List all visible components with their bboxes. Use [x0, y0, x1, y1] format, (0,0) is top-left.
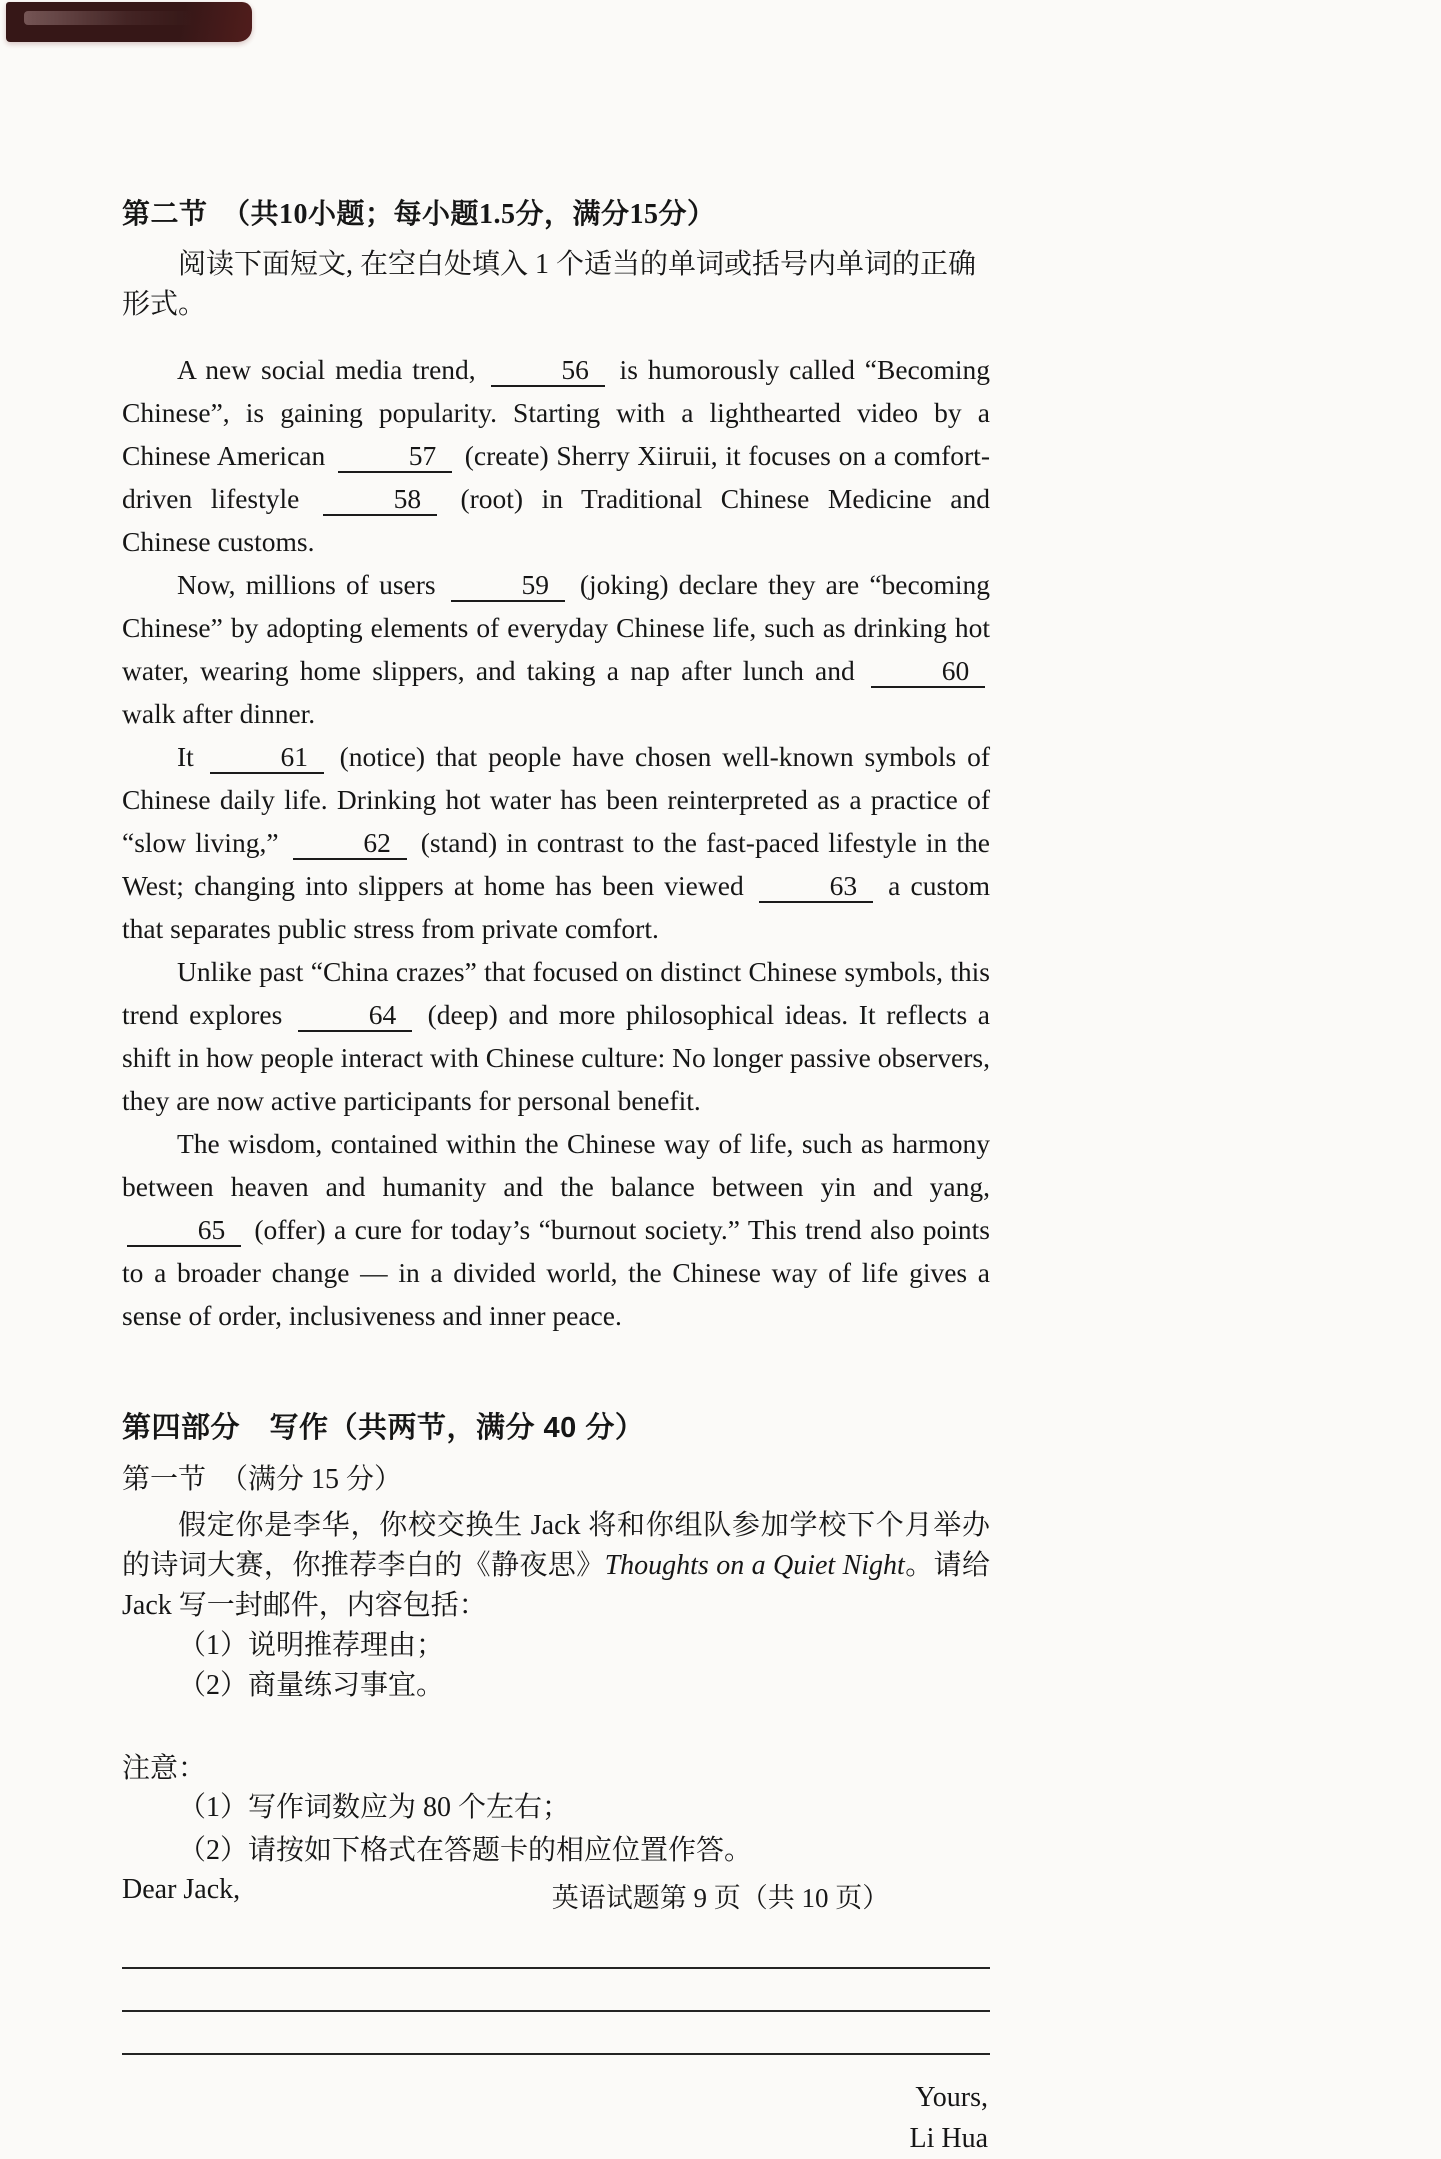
text-run: (offer) a cure for today’s “burnout society.” This trend also points to a broader change — in a divided world, the Chinese way of life gives a sense of order, inclusiveness and inner peace.: [122, 1214, 990, 1331]
text-run: (notice) that people have chosen well-known symbols of Chinese daily life. Drinking hot water has been reinterpreted as a practice of “slow living,”: [122, 741, 990, 858]
letter-salutation: Dear Jack,: [122, 1874, 241, 1905]
passage-paragraph: [122, 950, 990, 1122]
text-run: (stand) in contrast to the fast-paced lifestyle in the West; changing into slippers at home has been viewed: [122, 827, 990, 901]
text-run: Now, millions of users: [177, 569, 446, 600]
writing-prompt: [122, 1506, 990, 1626]
letter-closing: [122, 2077, 990, 2159]
blank-61: 61: [210, 742, 324, 774]
prompt-item-1: （1）说明推荐理由；: [178, 1630, 445, 1661]
section4-subheading: 第一节 （满分 15 分）: [122, 1464, 403, 1495]
text-run: is humorously called “Becoming Chinese”, is gaining popularity. Starting with a lighthearted video by a Chinese American: [122, 354, 991, 471]
text-run: walk after dinner.: [122, 698, 316, 729]
page-footer: 英语试题第 9 页（共 10 页）: [551, 1883, 890, 1913]
prompt-item-2: （2）商量练习事宜。: [178, 1670, 445, 1701]
text-run: A new social media trend,: [177, 354, 486, 385]
blank-64: 64: [298, 1000, 412, 1032]
blank-62: 62: [293, 828, 407, 860]
passage-paragraph: [122, 563, 990, 735]
closing-yours: Yours,: [915, 2082, 988, 2113]
corner-stamp: [6, 2, 252, 42]
section2-instruction: 阅读下面短文, 在空白处填入 1 个适当的单词或括号内单词的正确形式。: [122, 249, 977, 320]
blank-63: 63: [759, 871, 873, 903]
note-item-2: （2）请按如下格式在答题卡的相应位置作答。: [178, 1835, 753, 1866]
closing-name: Li Hua: [909, 2123, 988, 2154]
page-content: [122, 192, 990, 2159]
passage-paragraph: [122, 348, 990, 563]
text-run: It: [177, 741, 205, 772]
passage-paragraph: [122, 1122, 990, 1337]
blank-59: 59: [451, 570, 565, 602]
text-run: Unlike past “China crazes” that focused on distinct Chinese symbols, this trend explores: [122, 956, 990, 1030]
text-run: Thoughts on a Quiet Night: [604, 1550, 905, 1581]
writing-lines: [122, 1926, 990, 2055]
section4: [122, 1405, 990, 2159]
text-run: a custom that separates public stress from private comfort.: [122, 870, 990, 944]
section4-heading: 第四部分 写作（共两节，满分 40 分）: [122, 1412, 645, 1444]
notes-block: [122, 1746, 990, 1872]
text-run: (joking) declare they are “becoming Chinese” by adopting elements of everyday Chinese life, such as drinking hot water, wearing home slippers, and taking a nap after lunch and: [122, 569, 991, 686]
blank-57: 57: [338, 441, 452, 473]
text-run: (deep) and more philosophical ideas. It reflects a shift in how people interact with Chinese culture: No longer passive observers, they are now active participants for personal benefit.: [122, 999, 990, 1116]
text-run: 。请给 Jack 写一封邮件，内容包括：: [122, 1550, 990, 1621]
blank-56: 56: [491, 355, 605, 387]
blank-65: 65: [127, 1215, 241, 1247]
text-run: (create) Sherry Xiiruii, it focuses on a comfort-driven lifestyle: [122, 440, 990, 514]
section2-heading: 第二节 （共10小题；每小题1.5分，满分15分）: [122, 199, 716, 230]
text-run: (root) in Traditional Chinese Medicine and Chinese customs.: [122, 483, 991, 557]
notes-label: 注意：: [122, 1753, 207, 1784]
answer-line: [122, 1969, 990, 2012]
answer-line: [122, 1926, 990, 1969]
text-run: The wisdom, contained within the Chinese way of life, such as harmony between heaven and humanity and the balance between yin and yang,: [122, 1128, 990, 1202]
stamp-smear: [24, 11, 194, 25]
answer-line: [122, 2012, 990, 2055]
cloze-passage: [122, 348, 990, 1337]
blank-60: 60: [871, 656, 985, 688]
passage-paragraph: [122, 735, 990, 950]
blank-58: 58: [323, 484, 437, 516]
note-item-1: （1）写作词数应为 80 个左右；: [178, 1792, 571, 1823]
text-run: 假定你是李华，你校交换生 Jack 将和你组队参加学校下个月举办的诗词大赛，你推荐李白的《静夜思》: [122, 1510, 990, 1581]
